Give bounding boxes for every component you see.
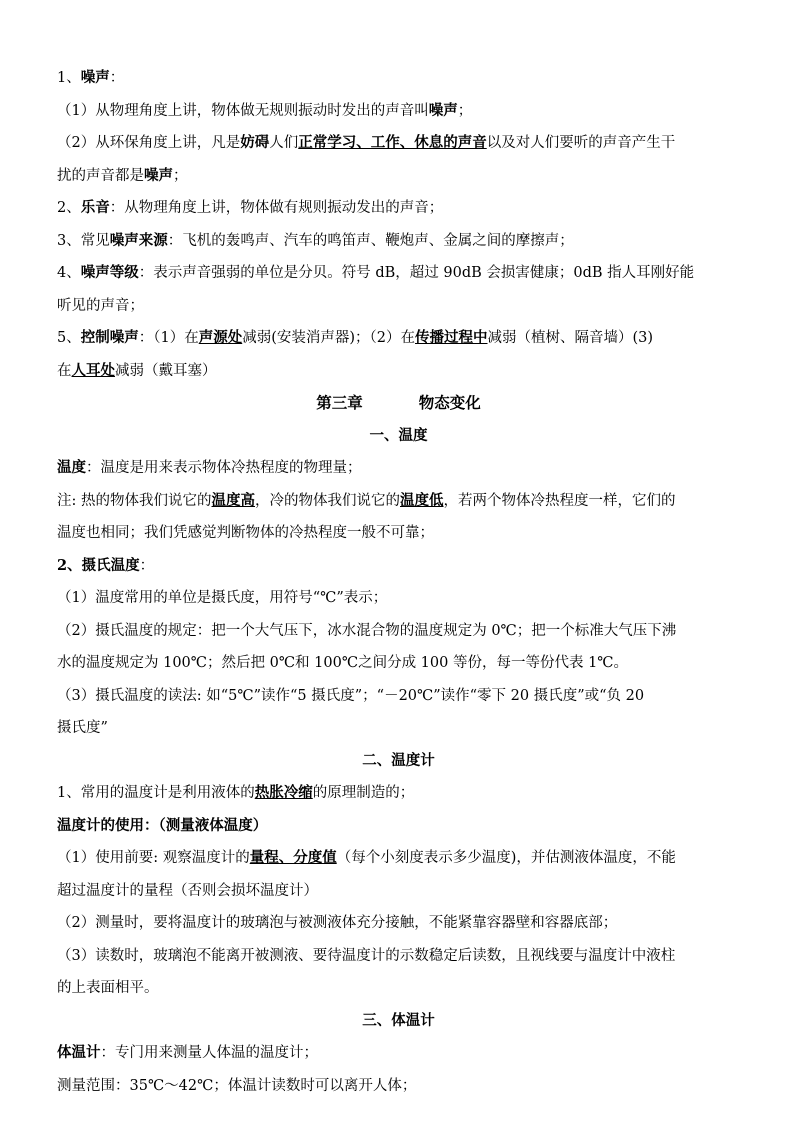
colon: ： xyxy=(139,557,155,574)
item-number: 4、 xyxy=(57,265,81,281)
text: 注: 热的物体我们说它的 xyxy=(57,492,212,509)
term-low-temp: 温度低 xyxy=(400,491,444,509)
text: 听见的声音； xyxy=(57,297,144,314)
celsius-point-2-cont: 水的温度规定为 100℃；然后把 0℃和 100℃之间分成 100 等份，每一等份代表 1℃。 xyxy=(57,655,629,671)
temperature-note xyxy=(57,485,740,518)
term-noise-sources: 噪声来源 xyxy=(109,231,168,249)
clinical-thermometer-definition xyxy=(57,1037,740,1070)
colon: ： xyxy=(109,70,125,86)
celsius-heading xyxy=(57,550,740,583)
noise-level-item-cont xyxy=(57,290,740,323)
text: 减弱（植树、隔音墙）(3) xyxy=(487,330,654,346)
celsius-point-2: （2）摄氏温度的规定：把一个大气压下，冰水混合物的温度规定为 0℃；把一个标准大气压下沸 xyxy=(57,622,677,639)
term-high-temp: 温度高 xyxy=(211,491,255,509)
text: 扰的声音都是 xyxy=(57,167,144,184)
term-hinder: 妨碍 xyxy=(240,134,270,151)
text: ：专门用来测量人体温的温度计； xyxy=(100,1045,318,1061)
term-range-division: 量程、分度值 xyxy=(249,849,337,866)
celsius-point-3: （3）摄氏温度的读法: 如“5℃”读作“5 摄氏度”；“－20℃”读作“零下 20 摄氏度”或“负 20 xyxy=(57,687,645,704)
item-number: 2、 xyxy=(57,200,81,216)
section-heading-thermometer: 二、温度计 xyxy=(362,751,435,769)
term-at-source: 声源处 xyxy=(198,329,243,346)
term-music: 乐音 xyxy=(80,199,110,216)
term-noise-control: 控制噪声 xyxy=(80,329,139,346)
text: ； xyxy=(457,102,473,119)
section-heading-clinical-thermometer: 三、体温计 xyxy=(362,1011,435,1029)
term-at-ear: 人耳处 xyxy=(71,361,115,379)
temperature-definition xyxy=(57,452,740,485)
chapter-title xyxy=(57,387,740,420)
noise-control-item xyxy=(57,322,740,355)
term-noise: 噪声 xyxy=(80,69,110,86)
noise-point-2-cont xyxy=(57,160,740,193)
text: 的原理制造的； xyxy=(312,785,415,801)
noise-level-item xyxy=(57,257,740,290)
item-number: 5、 xyxy=(57,330,81,346)
chapter-name: 物态变化 xyxy=(418,393,481,412)
thermometer-usage-heading: 温度计的使用：（测量液体温度） xyxy=(57,816,268,834)
text: ：飞机的轰鸣声、汽车的鸣笛声、鞭炮声、金属之间的摩擦声； xyxy=(167,232,574,249)
chapter-number: 第三章 xyxy=(316,393,363,412)
thermometer-usage-1-cont: 超过温度计的量程（否则会损坏温度计） xyxy=(57,882,318,899)
celsius-point-1: （1）温度常用的单位是摄氏度，用符号“℃”表示； xyxy=(57,590,388,606)
text: 温度也相同；我们凭感觉判断物体的冷热程度一般不可靠； xyxy=(57,525,434,541)
term-noise: 噪声 xyxy=(428,101,458,119)
music-item xyxy=(57,192,740,225)
thermometer-usage-3-cont: 的上表面相平。 xyxy=(57,980,159,996)
term-in-transmission: 传播过程中 xyxy=(415,329,488,346)
text: ； xyxy=(173,167,188,184)
celsius-point-3-cont: 摄氏度” xyxy=(57,720,108,736)
term-noise-level: 噪声等级 xyxy=(80,264,139,281)
text: 以及对人们要听的声音产生干 xyxy=(486,135,676,151)
noise-heading xyxy=(57,62,740,95)
term-clinical-thermometer: 体温计 xyxy=(57,1044,101,1061)
term-noise: 噪声 xyxy=(144,166,173,184)
text: 1、常用的温度计是利用液体的 xyxy=(57,785,255,801)
text: ，冷的物体我们说它的 xyxy=(255,492,400,509)
item-number: 1、 xyxy=(57,70,81,86)
noise-control-item-cont xyxy=(57,355,740,388)
thermometer-principle xyxy=(57,777,740,810)
text: （每个小刻度表示多少温度)，并估测液体温度，不能 xyxy=(336,850,676,866)
text: ：从物理角度上讲，物体做有规则振动发出的声音； xyxy=(109,200,444,216)
text: ，若两个物体冷热程度一样，它们的 xyxy=(443,492,676,509)
term-temperature: 温度 xyxy=(57,459,86,476)
document-page xyxy=(57,62,740,1102)
temperature-note-cont xyxy=(57,517,740,550)
term-celsius: 2、摄氏温度 xyxy=(57,556,140,574)
text: 在 xyxy=(57,362,72,379)
text: ：（1）在 xyxy=(138,330,199,346)
text: ：表示声音强弱的单位是分贝。符号 dB，超过 90dB 会损害健康；0dB 指人耳刚好能 xyxy=(138,265,695,281)
term-thermal-expansion: 热胀冷缩 xyxy=(254,784,313,801)
noise-point-2 xyxy=(57,127,740,160)
term-normal-study-work-rest: 正常学习、工作、休息的声音 xyxy=(298,134,487,151)
clinical-thermometer-range: 测量范围：35℃～42℃；体温计读数时可以离开人体； xyxy=(57,1077,417,1094)
text: （1）从物理角度上讲，物体做无规则振动时发出的声音叫 xyxy=(57,102,429,119)
text: （1）使用前要: 观察温度计的 xyxy=(57,850,250,866)
noise-point-1 xyxy=(57,95,740,128)
section-heading-temperature: 一、温度 xyxy=(369,426,428,444)
thermometer-usage-1 xyxy=(57,842,740,875)
thermometer-usage-3: （3）读数时，玻璃泡不能离开被测液、要待温度计的示数稳定后读数，且视线要与温度计中液柱 xyxy=(57,947,676,964)
thermometer-usage-2: （2）测量时，要将温度计的玻璃泡与被测液体充分接触，不能紧靠容器壁和容器底部； xyxy=(57,915,618,931)
text: 人们 xyxy=(269,135,299,151)
noise-sources-item xyxy=(57,225,740,258)
text: 减弱(安装消声器)；（2）在 xyxy=(242,330,416,346)
text: （2）从环保角度上讲，凡是 xyxy=(57,135,241,151)
text: ：温度是用来表示物体冷热程度的物理量； xyxy=(86,460,362,476)
item-number: 3、常见 xyxy=(57,232,110,249)
text: 减弱（戴耳塞） xyxy=(115,362,217,379)
